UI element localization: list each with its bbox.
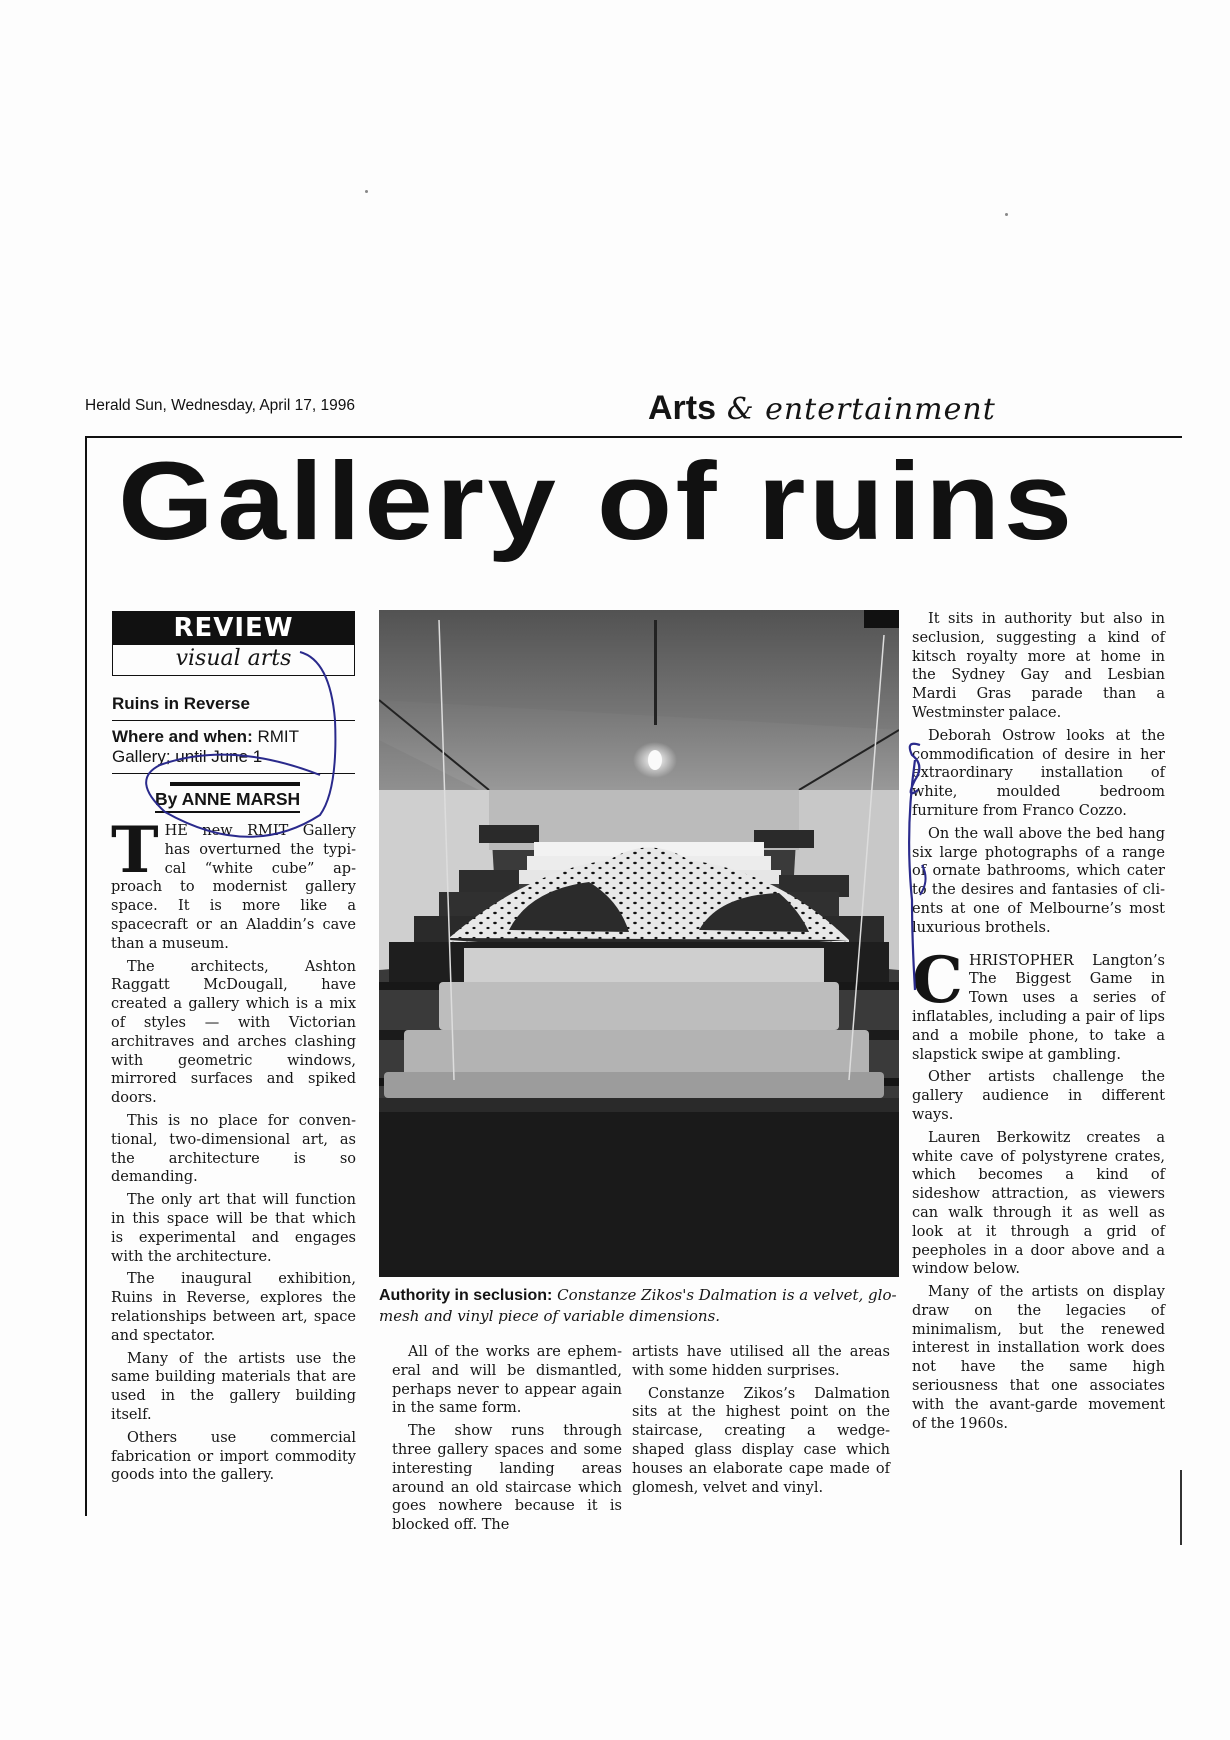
article-photo — [379, 610, 899, 1277]
paragraph: The inaugural exhibition, Ruins in Reverse, explores the relationships between art, space and spectator. — [111, 1271, 356, 1344]
exhibition-title: Ruins in Reverse — [112, 694, 355, 721]
section-name-bold: Arts — [648, 389, 717, 427]
paragraph: Others use commercial fabrication or import commodity goods into the gallery. — [111, 1429, 356, 1484]
right-rule — [1180, 1470, 1182, 1545]
drop-cap: T — [111, 813, 159, 888]
paragraph: The architects, Ashton Raggatt McDougall, have created a gallery which is a mix of styles — with Victorian architraves and arches clashing with geometric windows, mirrored surfaces and spiked doors. — [111, 958, 356, 1107]
article-column-4 — [912, 610, 1165, 1437]
section-header — [648, 388, 996, 428]
caption-lead: Authority in seclusion: — [379, 1287, 553, 1304]
paragraph: The only art that will function in this space will be that which is experimental and engages with the architecture. — [111, 1192, 356, 1265]
paragraph: artists have utilised all the areas with some hidden surprises. — [632, 1344, 890, 1379]
section-name-italic: & entertainment — [726, 392, 996, 427]
publication-date: Herald Sun, Wednesday, April 17, 1996 — [85, 397, 355, 414]
paragraph: It sits in authority but also in seclusion, suggesting a kind of kitsch royalty more at home in the Sydney Gay and Lesbian Mardi Gras parade than a Westminster palace. — [912, 611, 1165, 721]
paragraph: CHRISTOPHER Langton’s The Biggest Game in Town uses a series of inflatables, including a pair of lips and a mobile phone, to take a slapstick swipe at gambling. — [912, 942, 1165, 1063]
byline-bar — [170, 782, 300, 786]
speck — [1005, 213, 1008, 216]
article-column-3 — [632, 1343, 890, 1501]
photo-staircase-display-case — [379, 610, 899, 1277]
left-rule — [85, 436, 87, 1516]
drop-cap: C — [912, 942, 963, 1018]
paragraph: Lauren Berkowitz creates a white cave of polystyrene crates, which becomes a kind of sideshow attraction, as viewers can walk through it as well as look at it through a grid of peepholes in a door above and a window below. — [912, 1129, 1165, 1278]
paragraph: All of the works are ephemeral and will be dismantled, perhaps never to appear again in the same form. — [392, 1344, 622, 1417]
paragraph: Many of the artists use the same building materials that are used in the gallery building itself. — [111, 1350, 356, 1423]
paragraph: Other artists challenge the gallery audience in different ways. — [912, 1069, 1165, 1123]
paragraph: On the wall above the bed hang six large photographs of a range of ornate bathrooms, which cater to the desires and fantasies of clients at one of Melbourne’s most luxurious brothels. — [912, 825, 1165, 936]
where-when-label: Where and when: — [112, 727, 253, 746]
paragraph: This is no place for conventional, two-dimensional art, as the architecture is so demanding. — [111, 1112, 356, 1186]
top-rule — [85, 436, 1182, 438]
headline: Gallery of ruins — [118, 440, 1076, 563]
paragraph: Constanze Zikos’s Dalmation sits at the highest point on the staircase, creating a wedge-shaped glass display case which houses an elaborate cape made of glomesh, velvet and vinyl. — [632, 1385, 890, 1496]
speck — [365, 190, 368, 193]
where-when — [112, 727, 355, 774]
paragraph: Many of the artists on display draw on the legacies of minimalism, but the renewed interest in installation work does not have the same high seriousness that one associates with the avant-garde movement of the 1960s. — [912, 1284, 1165, 1432]
where-when-value: RMIT Gallery; until June 1 — [112, 727, 299, 766]
paragraph: Deborah Ostrow looks at the commodification of desire in her extraordinary installation of white, moulded bedroom furniture from Franco Cozzo. — [912, 727, 1165, 819]
article-column-2 — [392, 1343, 622, 1539]
caption-text: Constanze Zikos's Dalmation is a velvet, glo-mesh and vinyl piece of variable dimensions. — [379, 1286, 897, 1325]
paragraph: THE new RMIT Gallery has overturned the typical “white cube” approach to modernist gallery space. It is more like a spacecraft or an Aladdin’s cave than a museum. — [111, 813, 356, 952]
review-category: visual arts — [112, 645, 355, 676]
review-label: REVIEW — [112, 611, 355, 645]
paragraph: The show runs through three gallery spaces and some interesting landing areas around an old staircase which goes nowhere because it is blocked off. The — [392, 1423, 622, 1534]
byline: By ANNE MARSH — [155, 789, 300, 813]
article-column-1 — [111, 813, 356, 1489]
photo-caption — [379, 1285, 899, 1326]
review-box — [112, 611, 355, 676]
